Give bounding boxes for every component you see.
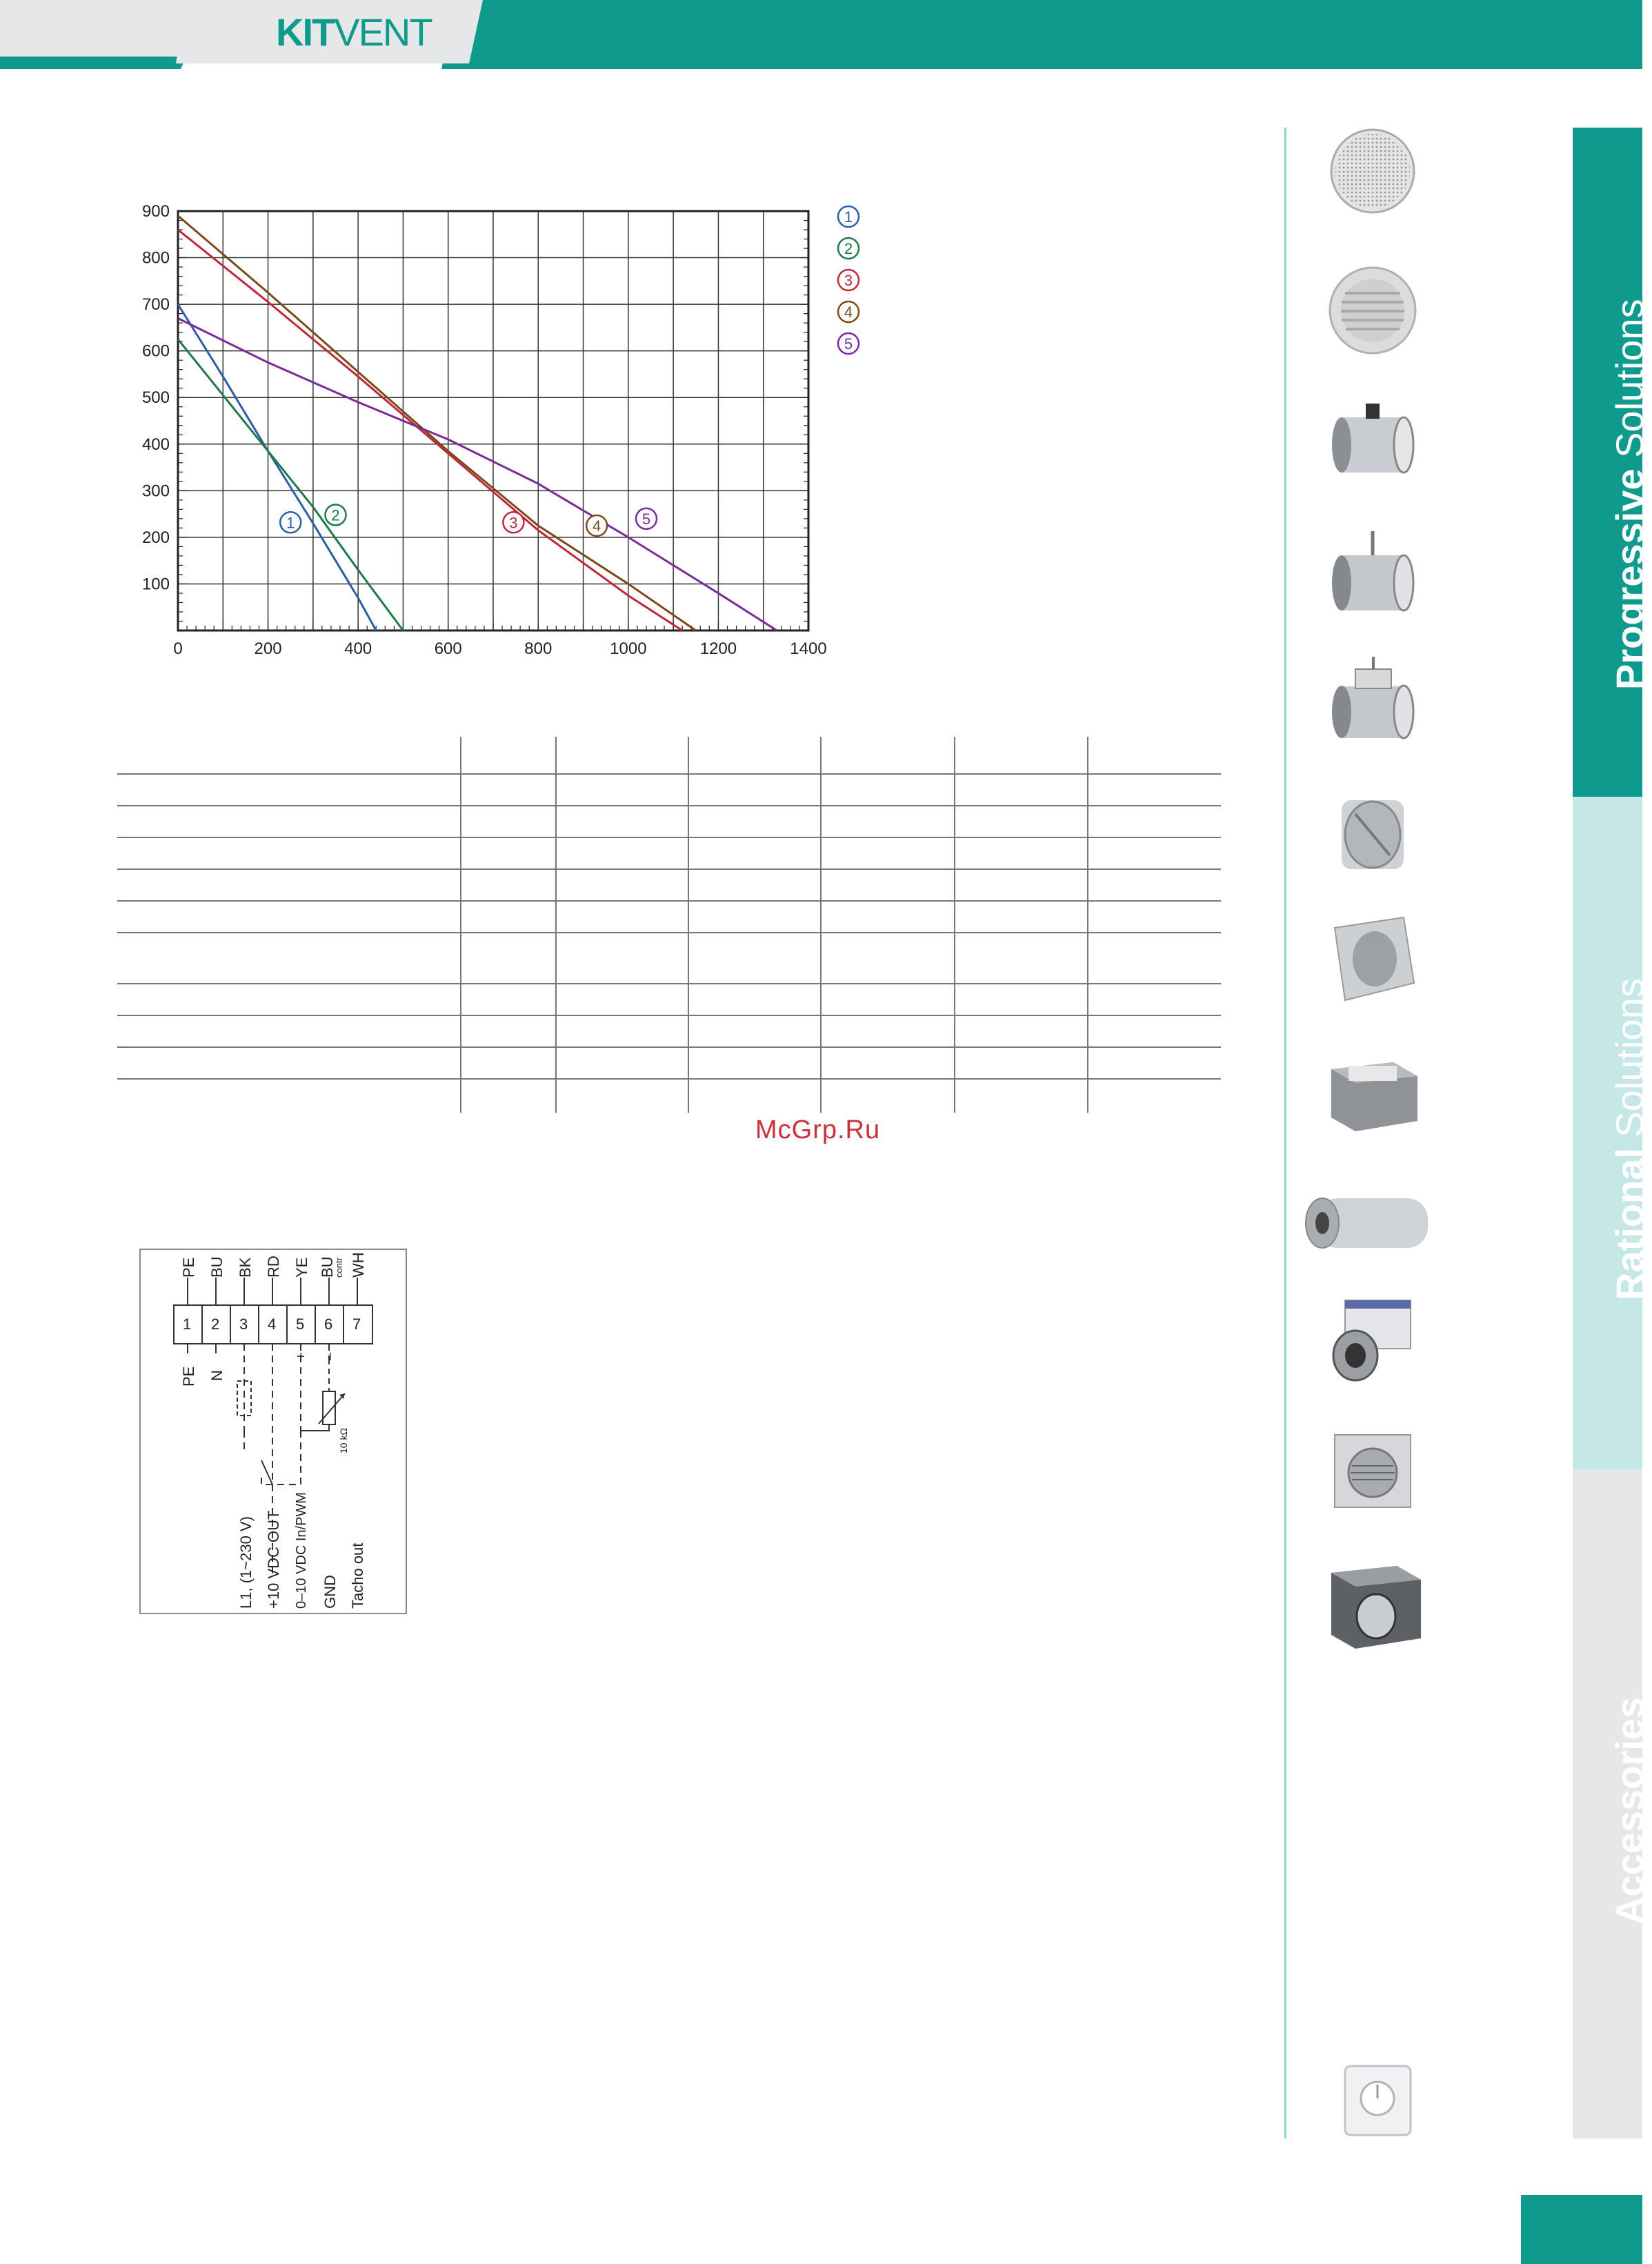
x-tick-label: 400 <box>344 639 372 658</box>
terminal-4: 4 <box>268 1315 277 1333</box>
tab-progressive-label: Progressive Solutions <box>1608 299 1651 690</box>
wire-label-pe: PE <box>180 1257 197 1278</box>
watermark: McGrp.Ru <box>755 1115 881 1144</box>
series-label-2: 2 <box>331 506 340 524</box>
filter-box-icon <box>1321 1045 1424 1142</box>
label-n: N <box>208 1370 226 1381</box>
tab-rational-solutions[interactable] <box>1573 797 1651 1469</box>
wire-label-bu-contr: BU <box>319 1256 336 1278</box>
series-label-4: 4 <box>593 517 601 535</box>
y-tick-label: 900 <box>141 202 170 221</box>
round-mesh-grille-icon <box>1321 124 1424 221</box>
series-label-5: 5 <box>641 510 651 528</box>
y-tick-label: 700 <box>141 295 170 315</box>
x-tick-label: 1400 <box>790 639 827 658</box>
speed-controller-icon <box>1321 2059 1424 2156</box>
header-band <box>0 0 1642 70</box>
wire-label-bu: BU <box>208 1256 226 1278</box>
silencer-icon <box>1300 1183 1438 1280</box>
motorized-damper-icon <box>1321 528 1424 624</box>
wire-label-rd: RD <box>265 1255 282 1278</box>
wire-label-ye: YE <box>293 1257 310 1278</box>
plus-sign: + <box>294 1352 309 1360</box>
legend-entry-3: 3 <box>844 272 853 289</box>
specification-table <box>117 737 1221 1113</box>
legend-entry-5: 5 <box>844 335 853 352</box>
duct-heater-icon <box>1321 1290 1424 1387</box>
y-tick-label: 200 <box>141 528 170 547</box>
kitvent-logo: KITVENT <box>276 10 432 54</box>
label-10vdc-out: +10 VDC OUT <box>265 1510 282 1609</box>
backdraft-damper-icon <box>1321 786 1424 883</box>
page-corner-block <box>1521 2195 1642 2264</box>
label-l1: L1, (1~230 V) <box>237 1516 255 1609</box>
wire-label-bk: BK <box>237 1257 254 1278</box>
wiring-diagram <box>139 1249 407 1614</box>
angled-clamp-icon <box>1321 914 1424 1011</box>
insulated-fan-box-icon <box>1321 1556 1424 1652</box>
y-tick-label: 600 <box>141 341 170 361</box>
label-0-10vdc-in: 0–10 VDC In/PWM <box>294 1492 309 1609</box>
series-label-3: 3 <box>509 514 518 532</box>
wire-label-wh: WH <box>350 1252 367 1278</box>
x-tick-label: 200 <box>254 639 282 658</box>
terminal-5: 5 <box>296 1315 305 1333</box>
y-tick-label: 500 <box>141 388 170 408</box>
label-pe: PE <box>180 1366 197 1387</box>
y-tick-label: 100 <box>141 575 170 594</box>
x-tick-label: 1200 <box>699 639 737 658</box>
fan-performance-chart <box>138 193 883 669</box>
y-tick-label: 800 <box>141 248 170 268</box>
x-tick-label: 800 <box>524 639 553 658</box>
legend-entry-2: 2 <box>844 240 853 257</box>
duct-cooler-icon <box>1321 1424 1424 1521</box>
tab-accessories[interactable] <box>1573 1469 1651 2138</box>
label-tacho-out: Tacho out <box>349 1542 366 1609</box>
manual-damper-icon <box>1321 393 1424 490</box>
page-header <box>0 0 1642 70</box>
legend-entry-1: 1 <box>844 208 853 226</box>
x-tick-label: 0 <box>173 639 183 658</box>
terminal-3: 3 <box>239 1315 248 1333</box>
tab-rational-label: Rational Solutions <box>1608 978 1651 1300</box>
wire-label-contr-sub: contr <box>334 1258 344 1278</box>
series-label-1: 1 <box>286 514 295 532</box>
round-louvre-grille-icon <box>1321 262 1424 359</box>
tab-progressive-solutions[interactable] <box>1573 128 1651 797</box>
column-divider <box>1284 128 1286 2138</box>
terminal-2: 2 <box>211 1315 220 1333</box>
damper-with-actuator-icon <box>1321 655 1424 752</box>
y-tick-label: 400 <box>141 435 170 454</box>
terminal-6: 6 <box>324 1315 333 1333</box>
minus-sign: – <box>322 1352 337 1360</box>
label-gnd: GND <box>321 1575 339 1609</box>
tab-accessories-label: Accessories <box>1608 1696 1651 1925</box>
y-tick-label: 300 <box>141 481 170 501</box>
x-tick-label: 1000 <box>610 639 647 658</box>
terminal-1: 1 <box>183 1315 192 1333</box>
legend-entry-4: 4 <box>844 304 853 321</box>
x-tick-label: 600 <box>434 639 462 658</box>
terminal-7: 7 <box>352 1315 361 1333</box>
pot-label: 10 kΩ <box>338 1428 349 1453</box>
